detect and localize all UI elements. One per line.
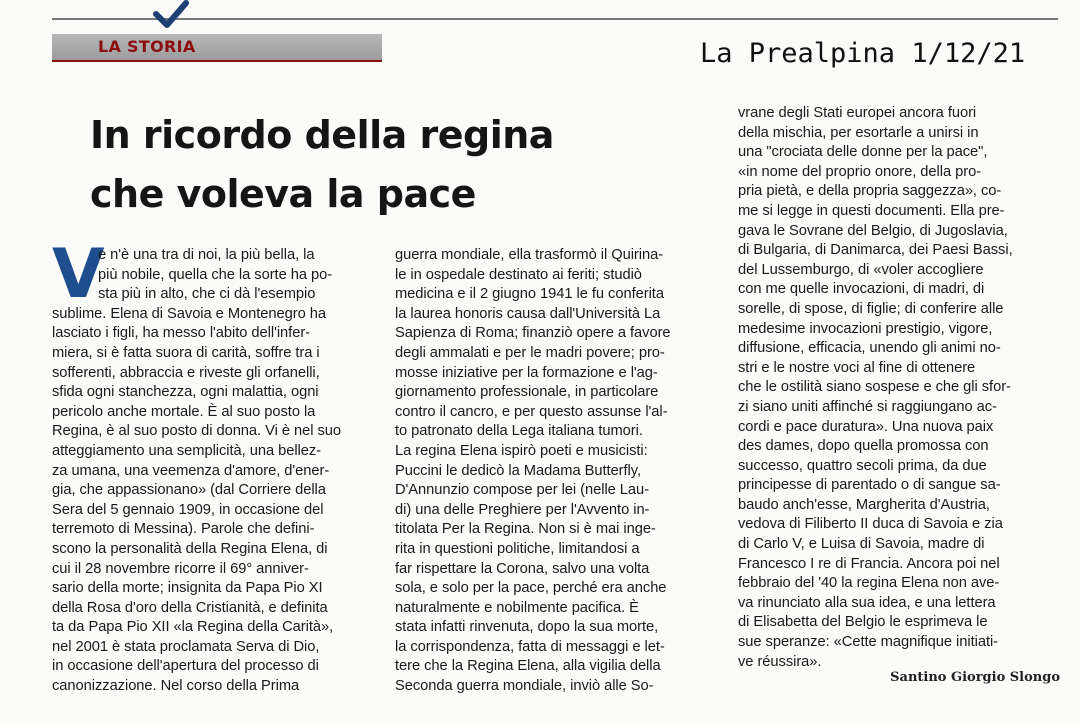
article-line: di Bulgaria, di Danimarca, dei Paesi Bassi, (738, 242, 1013, 259)
article-line: e n'è una tra di noi, la più bella, la (98, 247, 315, 263)
article-line: medesime invocazioni prestigio, vigore, (738, 320, 993, 337)
source-citation: La Prealpina 1/12/21 (700, 38, 1026, 69)
article-line: baudo anch'esse, Margherita d'Austria, (738, 496, 990, 513)
article-line: di Elisabetta del Belgio le esprimeva le (738, 614, 988, 631)
article-line: pericolo anche mortale. È al suo posto la (52, 403, 316, 420)
article-line: canonizzazione. Nel corso della Prima (52, 678, 300, 695)
article-line: della mischia, per esortarle a unirsi in (738, 124, 979, 141)
article-line: scono la personalità della Regina Elena, di (52, 540, 328, 557)
article-line: atteggiamento una semplicità, una bellez- (52, 442, 322, 459)
article-line: Francesco I re di Francia. Ancora poi nel (738, 555, 1000, 572)
article-line: principesse di parentado o di sangue sa- (738, 477, 1001, 494)
article-line: cui il 28 novembre ricorre il 69° anniver- (52, 560, 309, 577)
article-line: nel 2001 è stata proclamata Serva di Dio, (52, 638, 320, 655)
headline-line: In ricordo della regina (90, 113, 554, 157)
article-column-1 (52, 235, 372, 697)
article-line: degli ammalati e per le madri povere; pro- (395, 344, 665, 361)
section-label: LA STORIA (98, 37, 196, 56)
article-line: tere che la Regina Elena, alla vigilia della (395, 658, 661, 675)
article-line: «in nome del proprio onore, della pro- (738, 163, 982, 180)
article-line: gia, che appassionano» (dal Corriere della (52, 482, 326, 499)
article-line: sofferenti, abbraccia e riveste gli orfanelli, (52, 364, 320, 381)
article-line: far rispettare la Corona, salvo una volta (395, 560, 650, 577)
article-line: sublime. Elena di Savoia e Montenegro ha (52, 305, 326, 322)
article-line: naturalmente e nobilmente pacifica. È (395, 599, 639, 616)
article-line: guerra mondiale, ella trasformò il Quirina- (395, 247, 664, 263)
article-line: una "crociata delle donne per la pace", (738, 144, 988, 161)
article-line: mosse iniziative per la formazione e l'ag- (395, 364, 658, 381)
article-line: Sera del 5 gennaio 1909, in occasione del (52, 501, 324, 518)
article-line: medicina e il 2 giugno 1941 le fu conferita (395, 286, 664, 303)
article-line: sfida ogni stanchezza, ogni malattia, ogni (52, 384, 319, 401)
article-line: di Carlo V, e Luisa di Savoia, madre di (738, 536, 985, 553)
article-line: sta più in alto, che ci dà l'esempio (98, 286, 316, 303)
article-line: stata infatti rinvenuta, dopo la sua morte, (395, 619, 659, 636)
article-line: la corrispondenza, fatta di messaggi e let- (395, 638, 665, 655)
article-line: in occasione dell'apertura del processo di (52, 658, 319, 675)
article-line: sola, e solo per la pace, perché era anche (395, 580, 667, 597)
article-line: stri e le nostre voci al fine di ottenere (738, 359, 976, 376)
article-line: titolata Per la Regina. Non si è mai inge- (395, 521, 656, 538)
article-line: della Rosa d'oro della Cristianità, e definita (52, 599, 328, 616)
article-line: diffusione, efficacia, unendo gli animi no- (738, 340, 1001, 357)
article-line: des dames, dopo quella promossa con (738, 438, 989, 455)
article-line: febbraio del '40 la regina Elena non ave- (738, 575, 1000, 592)
article-line: terremoto di Messina). Parole che defini- (52, 521, 315, 538)
article-line: ve réussira». (738, 653, 822, 670)
article-line: to patronato della Lega italiana tumori. (395, 423, 643, 440)
article-line: me si legge in questi documenti. Ella pre- (738, 202, 1005, 219)
article-line: vedova di Filiberto II duca di Savoia e zia (738, 516, 1003, 533)
article-line: del Lussemburgo, di «voler accogliere (738, 261, 984, 278)
article-line: va rinunciato alla sua idea, e una lettera (738, 594, 996, 611)
article-line: sorelle, di spose, di figlie; di conferire alle (738, 300, 1004, 317)
article-line: sario della morte; insignita da Papa Pio XI (52, 580, 323, 597)
article-line: la laurea honoris causa dall'Università La (395, 305, 661, 322)
article-line: contro il cancro, e per questo assunse l'al- (395, 403, 668, 420)
article-line: cordi e pace duratura». Una nuova paix (738, 418, 994, 435)
article-line: Seconda guerra mondiale, inviò alle So- (395, 678, 654, 695)
article-line: Puccini le dedicò la Madama Butterfly, (395, 462, 642, 479)
article-line: za umana, una veemenza d'amore, d'ener- (52, 462, 330, 479)
article-line: D'Annunzio compose per lei (nelle Lau- (395, 482, 649, 499)
article-line: La regina Elena ispirò poeti e musicisti: (395, 442, 648, 459)
article-line: Sapienza di Roma; finanziò opere a favore (395, 325, 671, 342)
article-line: ta da Papa Pio XII «la Regina della Carità», (52, 619, 334, 636)
article-line: le in ospedale destinato ai feriti; studiò (395, 266, 642, 283)
article-line: vrane degli Stati europei ancora fuori (738, 105, 977, 121)
article-line: successo, quattro secoli prima, da due (738, 457, 987, 474)
article-column-3 (738, 104, 1068, 672)
article-line: più nobile, quella che la sorte ha po- (98, 266, 333, 283)
article-line: di) una delle Preghiere per l'Avvento in- (395, 501, 650, 518)
article-line: sue speranze: «Cette magnifique initiati- (738, 634, 999, 651)
byline: Santino Giorgio Slongo (890, 670, 1060, 685)
article-line: miera, si è fatta suora di carità, soffre tra i (52, 344, 320, 361)
section-label-bar (52, 34, 382, 62)
article-line: zi siano uniti affinché si raggiungano ac- (738, 398, 997, 415)
top-rule (52, 18, 1058, 20)
article-line: Regina, è al suo posto di donna. Vi è nel suo (52, 423, 341, 440)
headline (90, 106, 710, 224)
article-line: pria pietà, e della propria saggezza», co- (738, 183, 1002, 200)
article-line: giornamento professionale, in particolare (395, 384, 659, 401)
article-column-2 (395, 246, 695, 697)
article-line: con me quelle invocazioni, di madri, di (738, 281, 985, 298)
article-line: lasciato i figli, ha messo l'abito dell'infer- (52, 325, 311, 342)
checkmark-icon (150, 0, 190, 30)
headline-line: che voleva la pace (90, 172, 476, 216)
article-line: rita in questioni politiche, limitandosi a (395, 540, 640, 557)
article-line: che le ostilità siano sospese e che gli sfor- (738, 379, 1011, 396)
article-line: gava le Sovrane del Belgio, di Jugoslavia, (738, 222, 1008, 239)
drop-cap: V (52, 235, 105, 314)
